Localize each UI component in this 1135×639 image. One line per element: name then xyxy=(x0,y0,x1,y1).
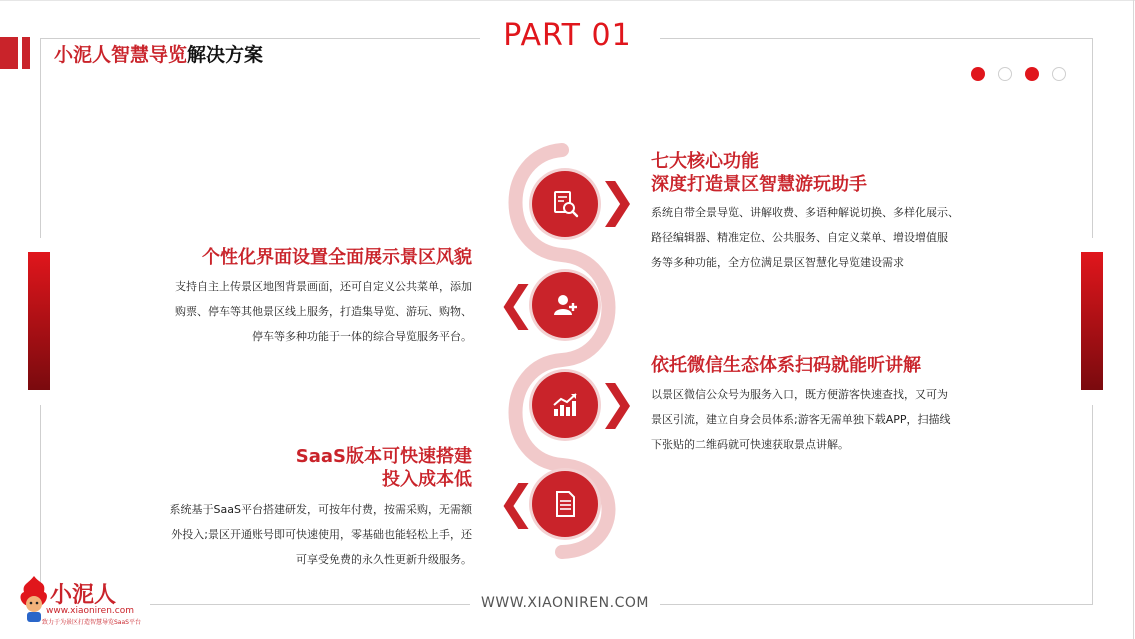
window-edge-top xyxy=(0,0,1135,1)
pagination-dot-2[interactable] xyxy=(998,67,1012,81)
frame-right-lower xyxy=(1092,405,1093,605)
chevron-right-icon: ❯ xyxy=(598,173,637,227)
page-title: 小泥人智慧导览解决方案 xyxy=(54,44,264,66)
footer-website-url: WWW.XIAONIREN.COM xyxy=(470,595,660,611)
growth-chart-icon xyxy=(550,390,580,420)
chevron-right-icon: ❯ xyxy=(598,375,637,429)
feature-4-heading-line2: 投入成本低 xyxy=(382,469,472,490)
header-accent-bar xyxy=(0,37,18,69)
frame-top-left xyxy=(40,38,500,39)
feature-2-description: 支持自主上传景区地图背景画面，还可自定义公共菜单，添加 购票、停车等其他景区线上服务，打造集导览、游玩、购物、 停车等多种功能于一体的综合导览服务平台。 xyxy=(175,280,472,343)
document-search-icon xyxy=(550,189,580,219)
chevron-left-icon: ❮ xyxy=(497,475,536,529)
logo-url: www.xiaoniren.com xyxy=(46,606,134,616)
pagination-dot-3[interactable] xyxy=(1025,67,1039,81)
add-user-icon xyxy=(550,290,580,320)
feature-circle-1 xyxy=(532,171,598,237)
feature-1-heading-line2: 深度打造景区智慧游玩助手 xyxy=(651,174,867,195)
feature-circle-3 xyxy=(532,372,598,438)
right-side-bar xyxy=(1081,252,1103,390)
document-icon xyxy=(550,489,580,519)
feature-4-description: 系统基于SaaS平台搭建研发，可按年付费，按需采购，无需额 外投入;景区开通账号即可快速使用，零基础也能轻松上手，还 可享受免费的永久性更新升级服务。 xyxy=(169,503,472,566)
feature-2-heading: 个性化界面设置全面展示景区风貌 xyxy=(202,247,472,268)
window-edge-right xyxy=(1133,0,1134,639)
logo-name: 小泥人 xyxy=(50,583,117,608)
feature-3-description: 以景区微信公众号为服务入口，既方便游客快速查找，又可为 景区引流，建立自身会员体系;游客无需单独下载APP，扫描线 下张贴的二维码就可快速获取景点讲解。 xyxy=(651,388,951,451)
pagination-dot-1[interactable] xyxy=(971,67,985,81)
pagination-dot-4[interactable] xyxy=(1052,67,1066,81)
feature-circle-4 xyxy=(532,471,598,537)
header-accent-bar-thin xyxy=(22,37,30,69)
frame-top-right xyxy=(660,38,1093,39)
chevron-left-icon: ❮ xyxy=(497,276,536,330)
feature-1-description: 系统自带全景导览、讲解收费、多语种解说切换、多样化展示、 路径编辑器、精准定位、公共服务、自定义菜单、增设增值服 务等多种功能，全方位满足景区智慧化导览建设需求 xyxy=(651,206,959,269)
left-side-bar xyxy=(28,252,50,390)
part-title: PART 01 xyxy=(480,18,655,53)
frame-right-upper xyxy=(1092,38,1093,238)
feature-1-heading-line1: 七大核心功能 xyxy=(651,151,759,172)
logo-tagline: 致力于为景区打造智慧导览SaaS平台 xyxy=(42,619,141,626)
feature-circle-2 xyxy=(532,272,598,338)
feature-4-heading-line1: SaaS版本可快速搭建 xyxy=(295,446,472,467)
feature-3-heading: 依托微信生态体系扫码就能听讲解 xyxy=(651,355,921,376)
frame-left-upper xyxy=(40,38,41,238)
